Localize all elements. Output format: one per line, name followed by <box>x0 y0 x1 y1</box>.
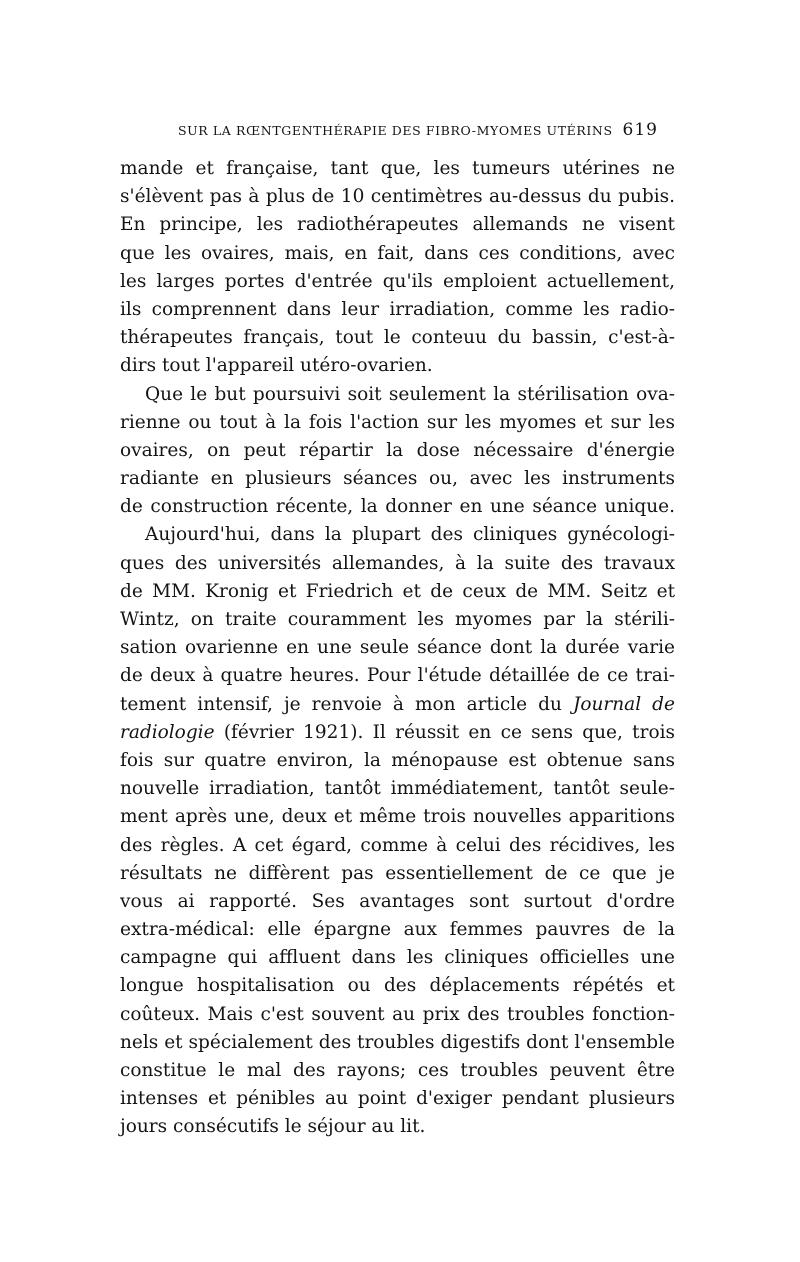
text-line: longue hospitalisation ou des déplacements répétés et <box>120 975 675 997</box>
journal-title-end: radiologie <box>120 721 215 743</box>
text-segment: tement intensif, je renvoie à mon article du <box>120 693 562 715</box>
page-number: 619 <box>622 120 658 140</box>
text-line: constitue le mal des rayons; ces troubles peuvent être <box>120 1060 675 1081</box>
text-line: Aujourd'hui, dans la plupart des cliniques gynécologi- <box>145 524 675 546</box>
text-line: rienne ou tout à la fois l'action sur les myomes et sur les <box>120 411 675 433</box>
text-line: que les ovaires, mais, en fait, dans ces conditions, avec <box>120 242 675 264</box>
text-line: Wintz, on traite couramment les myomes par la stérili- <box>120 609 675 630</box>
text-line-with-journal <box>120 691 675 719</box>
text-line: En principe, les radiothérapeutes allemands ne visent <box>120 214 675 236</box>
text-line: coûteux. Mais c'est souvent au prix des troubles fonction- <box>120 1003 675 1025</box>
text-line: dirs tout l'appareil utéro-ovarien. <box>120 355 433 377</box>
text-line: ques des universités allemandes, à la suite des travaux <box>120 552 675 574</box>
body-text <box>120 155 675 1142</box>
text-line: jours consécutifs le séjour au lit. <box>120 1116 426 1138</box>
text-line: de deux à quatre heures. Pour l'étude détaillée de ce trai- <box>120 665 675 687</box>
text-line: de construction récente, la donner en une séance unique. <box>120 496 675 518</box>
text-line: ils comprennent dans leur irradiation, comme les radio- <box>120 298 675 320</box>
text-line: des règles. A cet égard, comme à celui des récidives, les <box>120 834 675 856</box>
running-title: SUR LA RŒNTGENTHÉRAPIE DES FIBRO-MYOMES UTÉRINS <box>178 123 613 138</box>
running-head <box>178 120 658 140</box>
text-line: nels et spécialement des troubles digestifs dont l'ensemble <box>120 1031 675 1053</box>
text-line: de MM. Kronig et Friedrich et de ceux de MM. Seitz et <box>120 580 675 602</box>
text-line: campagne qui affluent dans les cliniques officielles une <box>120 947 675 969</box>
journal-title: Journal de <box>572 693 675 715</box>
text-line: thérapeutes français, tout le conteuu du bassin, c'est-à- <box>120 327 675 349</box>
text-line: nouvelle irradiation, tantôt immédiatement, tantôt seule- <box>120 778 675 800</box>
text-line: résultats ne diffèrent pas essentiellement de ce que je <box>120 862 675 884</box>
text-line: fois sur quatre environ, la ménopause est obtenue sans <box>120 749 675 771</box>
text-line: vous ai rapporté. Ses avantages sont surtout d'ordre <box>120 890 675 912</box>
text-line: intenses et pénibles au point d'exiger pendant plusieurs <box>120 1088 675 1110</box>
text-line: Que le but poursuivi soit seulement la stérilisation ova- <box>145 383 675 405</box>
text-line: radiante en plusieurs séances ou, avec les instruments <box>120 468 675 490</box>
text-line: mande et française, tant que, les tumeurs utérines ne <box>120 158 675 179</box>
text-line: extra-médical: elle épargne aux femmes pauvres de la <box>120 919 675 941</box>
text-line: ment après une, deux et même trois nouvelles apparitions <box>120 806 675 828</box>
text-line: sation ovarienne en une seule séance dont la durée varie <box>120 637 675 659</box>
text-line: les larges portes d'entrée qu'ils emploient actuellement, <box>120 270 675 292</box>
text-line: ovaires, on peut répartir la dose nécessaire d'énergie <box>120 439 675 461</box>
text-segment: (février 1921). Il réussit en ce sens que, trois <box>223 721 675 743</box>
text-line: s'élèvent pas à plus de 10 centimètres au-dessus du pubis. <box>120 186 675 208</box>
text-line-with-journal-end <box>120 719 675 747</box>
